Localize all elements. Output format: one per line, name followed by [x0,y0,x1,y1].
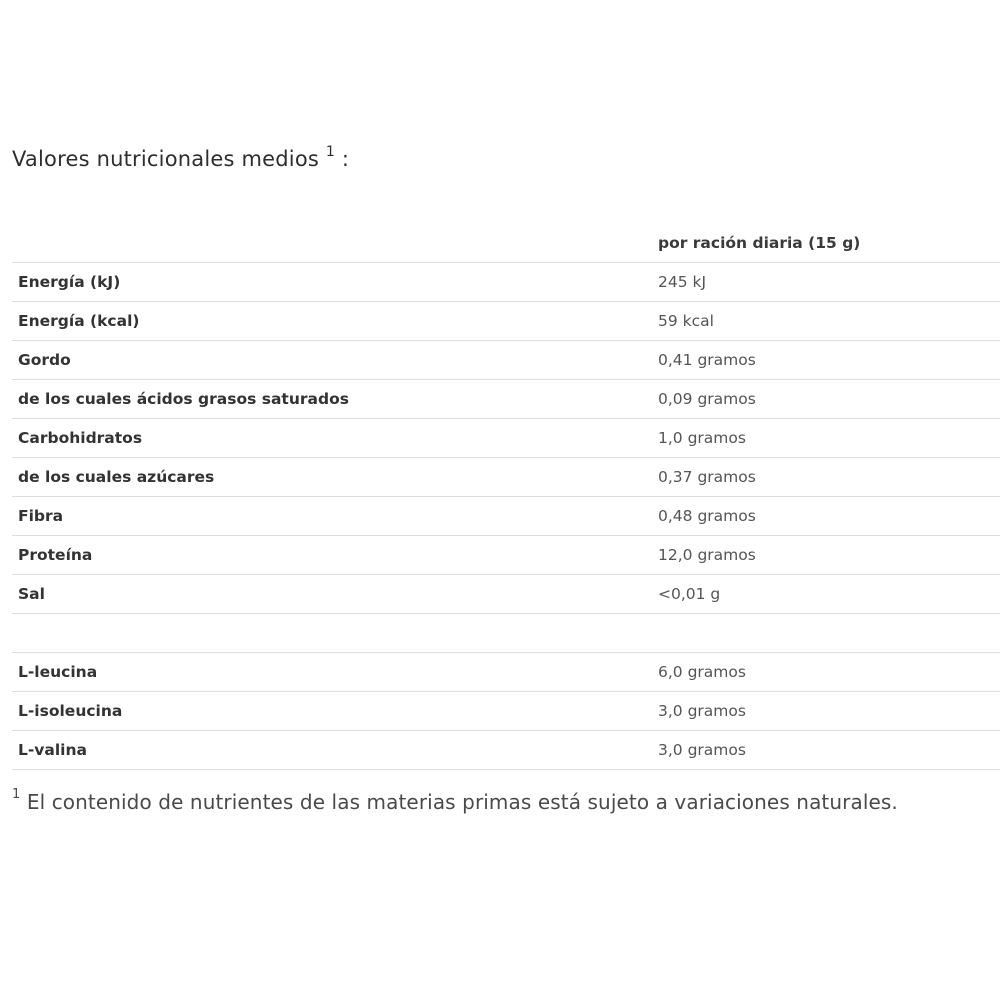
table-header-row [12,224,1000,263]
table-spacer-row [12,614,1000,653]
nutrient-value: 12,0 gramos [652,536,1000,575]
table-row [12,419,1000,458]
nutrient-name: Energía (kcal) [12,302,652,341]
amino-name: L-isoleucina [12,692,652,731]
nutrient-name: de los cuales azúcares [12,458,652,497]
nutrient-value: 0,09 gramos [652,380,1000,419]
amino-value: 3,0 gramos [652,692,1000,731]
table-row [12,497,1000,536]
nutrient-name: Energía (kJ) [12,263,652,302]
table-row [12,458,1000,497]
nutrient-value: 0,48 gramos [652,497,1000,536]
title-suffix: : [341,147,350,171]
nutrient-value: <0,01 g [652,575,1000,614]
nutrient-value: 0,37 gramos [652,458,1000,497]
table-row [12,341,1000,380]
table-row [12,536,1000,575]
table-row [12,731,1000,770]
amino-value: 6,0 gramos [652,653,1000,692]
header-nutrient [12,224,652,263]
title-footnote-marker: 1 [325,144,336,160]
spacer-cell [12,614,652,653]
nutrient-value: 0,41 gramos [652,341,1000,380]
footnote-marker: 1 [12,787,21,803]
nutrient-value: 1,0 gramos [652,419,1000,458]
table-row [12,380,1000,419]
nutrient-name: Carbohidratos [12,419,652,458]
footnote-text: El contenido de nutrientes de las materias primas está sujeto a variaciones naturales. [26,790,898,814]
spacer-cell [652,614,1000,653]
amino-name: L-leucina [12,653,652,692]
table-row [12,302,1000,341]
nutrition-table [12,224,1000,770]
nutrient-name: Gordo [12,341,652,380]
amino-value: 3,0 gramos [652,731,1000,770]
table-row [12,692,1000,731]
table-row [12,263,1000,302]
footnote [12,787,898,814]
nutrient-name: de los cuales ácidos grasos saturados [12,380,652,419]
amino-name: L-valina [12,731,652,770]
nutrient-name: Proteína [12,536,652,575]
table-row [12,653,1000,692]
page-title [12,146,349,171]
table-row [12,575,1000,614]
nutrient-name: Sal [12,575,652,614]
nutrient-name: Fibra [12,497,652,536]
title-text: Valores nutricionales medios [12,147,320,171]
nutrient-value: 245 kJ [652,263,1000,302]
nutrient-value: 59 kcal [652,302,1000,341]
header-per-serving: por ración diaria (15 g) [652,224,1000,263]
